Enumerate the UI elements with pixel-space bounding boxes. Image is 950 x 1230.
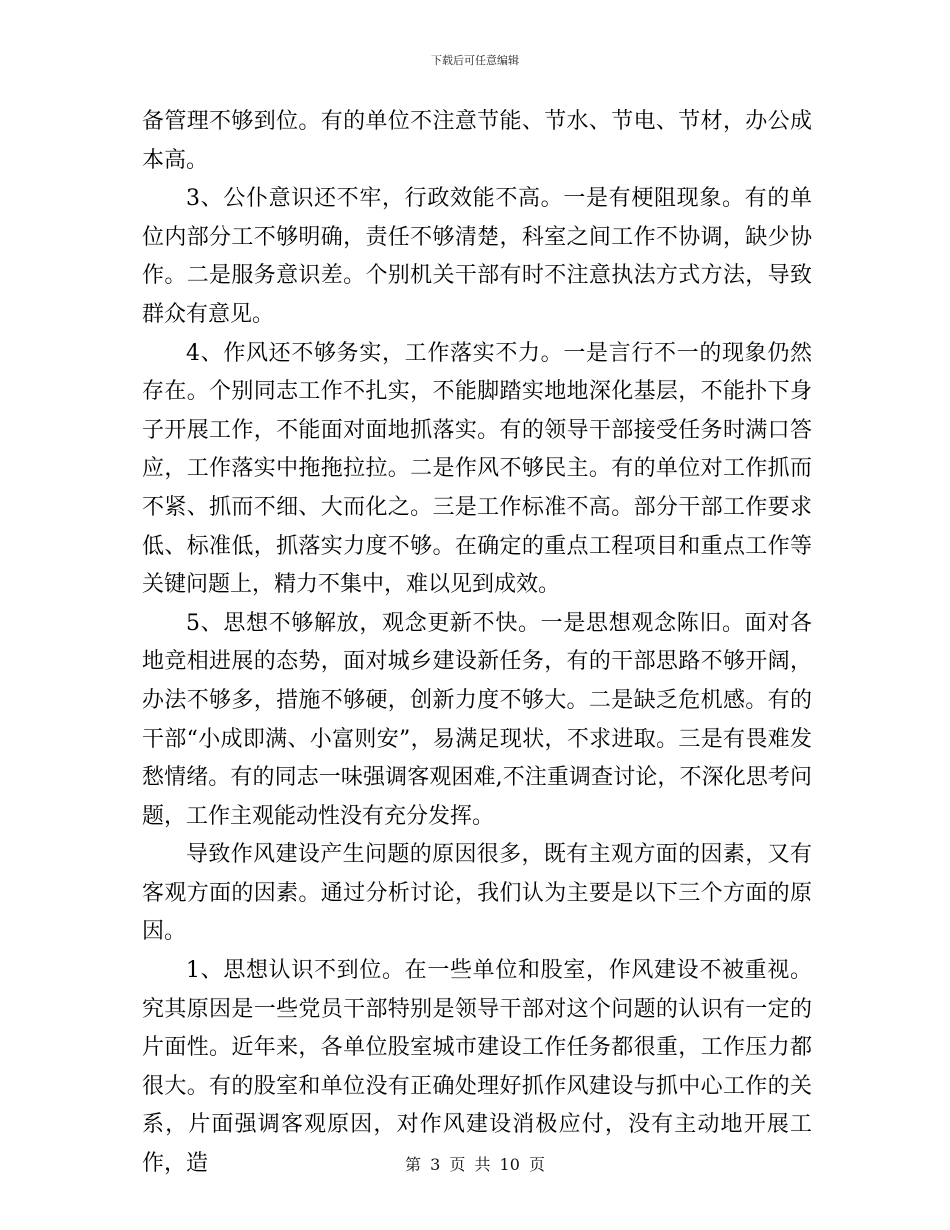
paragraph: 导致作风建设产生问题的原因很多，既有主观方面的因素，又有客观方面的因素。通过分析讨论，我们认为主要是以下三个方面的原因。 <box>142 842 812 945</box>
paragraph: 1、思想认识不到位。在一些单位和股室，作风建设不被重视。究其原因是一些党员干部特别是领导干部对这个问题的认识有一定的片面性。近年来，各单位股室城市建设工作任务都很重，工作压力都很大。有的股室和单位没有正确处理好抓作风建设与抓中心工作的关系，片面强调客观原因，对作风建设消极应付，没有主动地开展工作，造 <box>142 958 812 1177</box>
paragraph: 4、作风还不够务实，工作落实不力。一是言行不一的现象仍然存在。个别同志工作不扎实，不能脚踏实地地深化基层，不能扑下身子开展工作，不能面对面地抓落实。有的领导干部接受任务时满口答应，工作落实中拖拖拉拉。二是作风不够民主。有的单位对工作抓而不紧、抓而不细、大而化之。三是工作标准不高。部分干部工作要求低、标准低，抓落实力度不够。在确定的重点工程项目和重点工作等关键问题上，精力不集中，难以见到成效。 <box>142 340 812 598</box>
document-body <box>142 103 812 1184</box>
paragraph: 3、公仆意识还不牢，行政效能不高。一是有梗阻现象。有的单位内部分工不够明确，责任不够清楚，科室之间工作不协调，缺少协作。二是服务意识差。个别机关干部有时不注意执法方式方法，导致群众有意见。 <box>142 186 812 327</box>
page-header: 下载后可任意编辑 <box>431 54 519 67</box>
paragraph: 备管理不够到位。有的单位不注意节能、节水、节电、节材，办公成本高。 <box>142 109 812 173</box>
paragraph: 5、思想不够解放，观念更新不快。一是思想观念陈旧。面对各地竞相进展的态势，面对城乡建设新任务，有的干部思路不够开阔，办法不够多，措施不够硬，创新力度不够大。二是缺乏危机感。有的干部“小成即满、小富则安”，易满足现状，不求进取。三是有畏难发愁情绪。有的同志一味强调客观困难,不注重调查讨论，不深化思考问题，工作主观能动性没有充分发挥。 <box>142 610 812 829</box>
page-number-footer: 第 3 页 共 10 页 <box>405 1155 545 1174</box>
